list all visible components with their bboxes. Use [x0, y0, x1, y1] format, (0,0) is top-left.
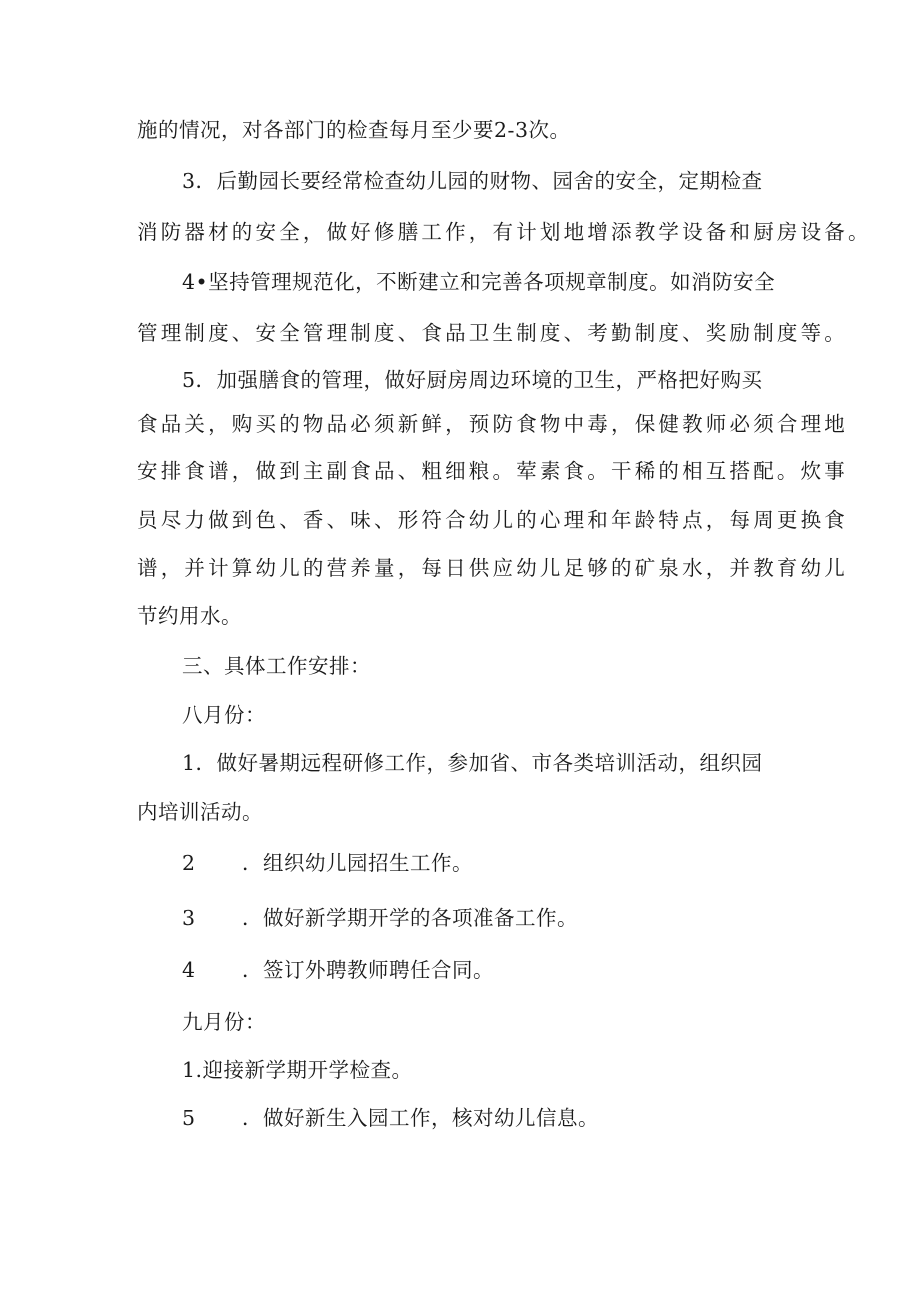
list-item-number: 2	[182, 851, 196, 875]
list-item-number: 3	[182, 906, 196, 930]
paragraph-line: 内培训活动。	[137, 800, 263, 824]
list-item	[182, 1108, 599, 1129]
paragraph-line: 谱，并计算幼儿的营养量，每日供应幼儿足够的矿泉水，并教育幼儿	[137, 556, 848, 580]
list-item: 1.迎接新学期开学检查。	[182, 1058, 413, 1082]
paragraph-line: 食品关，购买的物品必须新鲜，预防食物中毒，保健教师必须合理地	[137, 412, 848, 436]
paragraph-line: 施的情况，对各部门的检查每月至少要2-3次。	[137, 118, 571, 142]
list-item	[182, 960, 494, 981]
list-item-text: ．做好新生入园工作，核对幼儿信息。	[242, 1106, 599, 1130]
list-item	[182, 908, 578, 929]
list-item	[182, 853, 473, 874]
section-heading: 三、具体工作安排：	[182, 654, 371, 678]
paragraph-line: 3．后勤园长要经常检查幼儿园的财物、园舍的安全，定期检查	[182, 169, 763, 193]
paragraph-line: 安排食谱，做到主副食品、粗细粮。荤素食。干稀的相互搭配。炊事	[137, 459, 848, 483]
paragraph-line: 1．做好暑期远程研修工作，参加省、市各类培训活动，组织园	[182, 751, 763, 775]
paragraph-line: 消防器材的安全，做好修膳工作，有计划地增添教学设备和厨房设备。	[137, 220, 872, 244]
month-heading: 九月份：	[182, 1010, 266, 1034]
paragraph-line: 管理制度、安全管理制度、食品卫生制度、考勤制度、奖励制度等。	[137, 321, 848, 345]
list-item-text: ．组织幼儿园招生工作。	[242, 851, 473, 875]
list-item-number: 4	[182, 958, 196, 982]
paragraph-line: 5．加强膳食的管理，做好厨房周边环境的卫生，严格把好购买	[182, 368, 763, 392]
paragraph-line: 4•坚持管理规范化，不断建立和完善各项规章制度。如消防安全	[182, 270, 776, 294]
paragraph-line: 节约用水。	[137, 604, 242, 628]
paragraph-line: 员尽力做到色、香、味、形符合幼儿的心理和年龄特点，每周更换食	[137, 508, 848, 532]
month-heading: 八月份：	[182, 703, 266, 727]
list-item-number: 5	[182, 1106, 196, 1130]
list-item-text: ．签订外聘教师聘任合同。	[242, 958, 494, 982]
list-item-text: ．做好新学期开学的各项准备工作。	[242, 906, 578, 930]
